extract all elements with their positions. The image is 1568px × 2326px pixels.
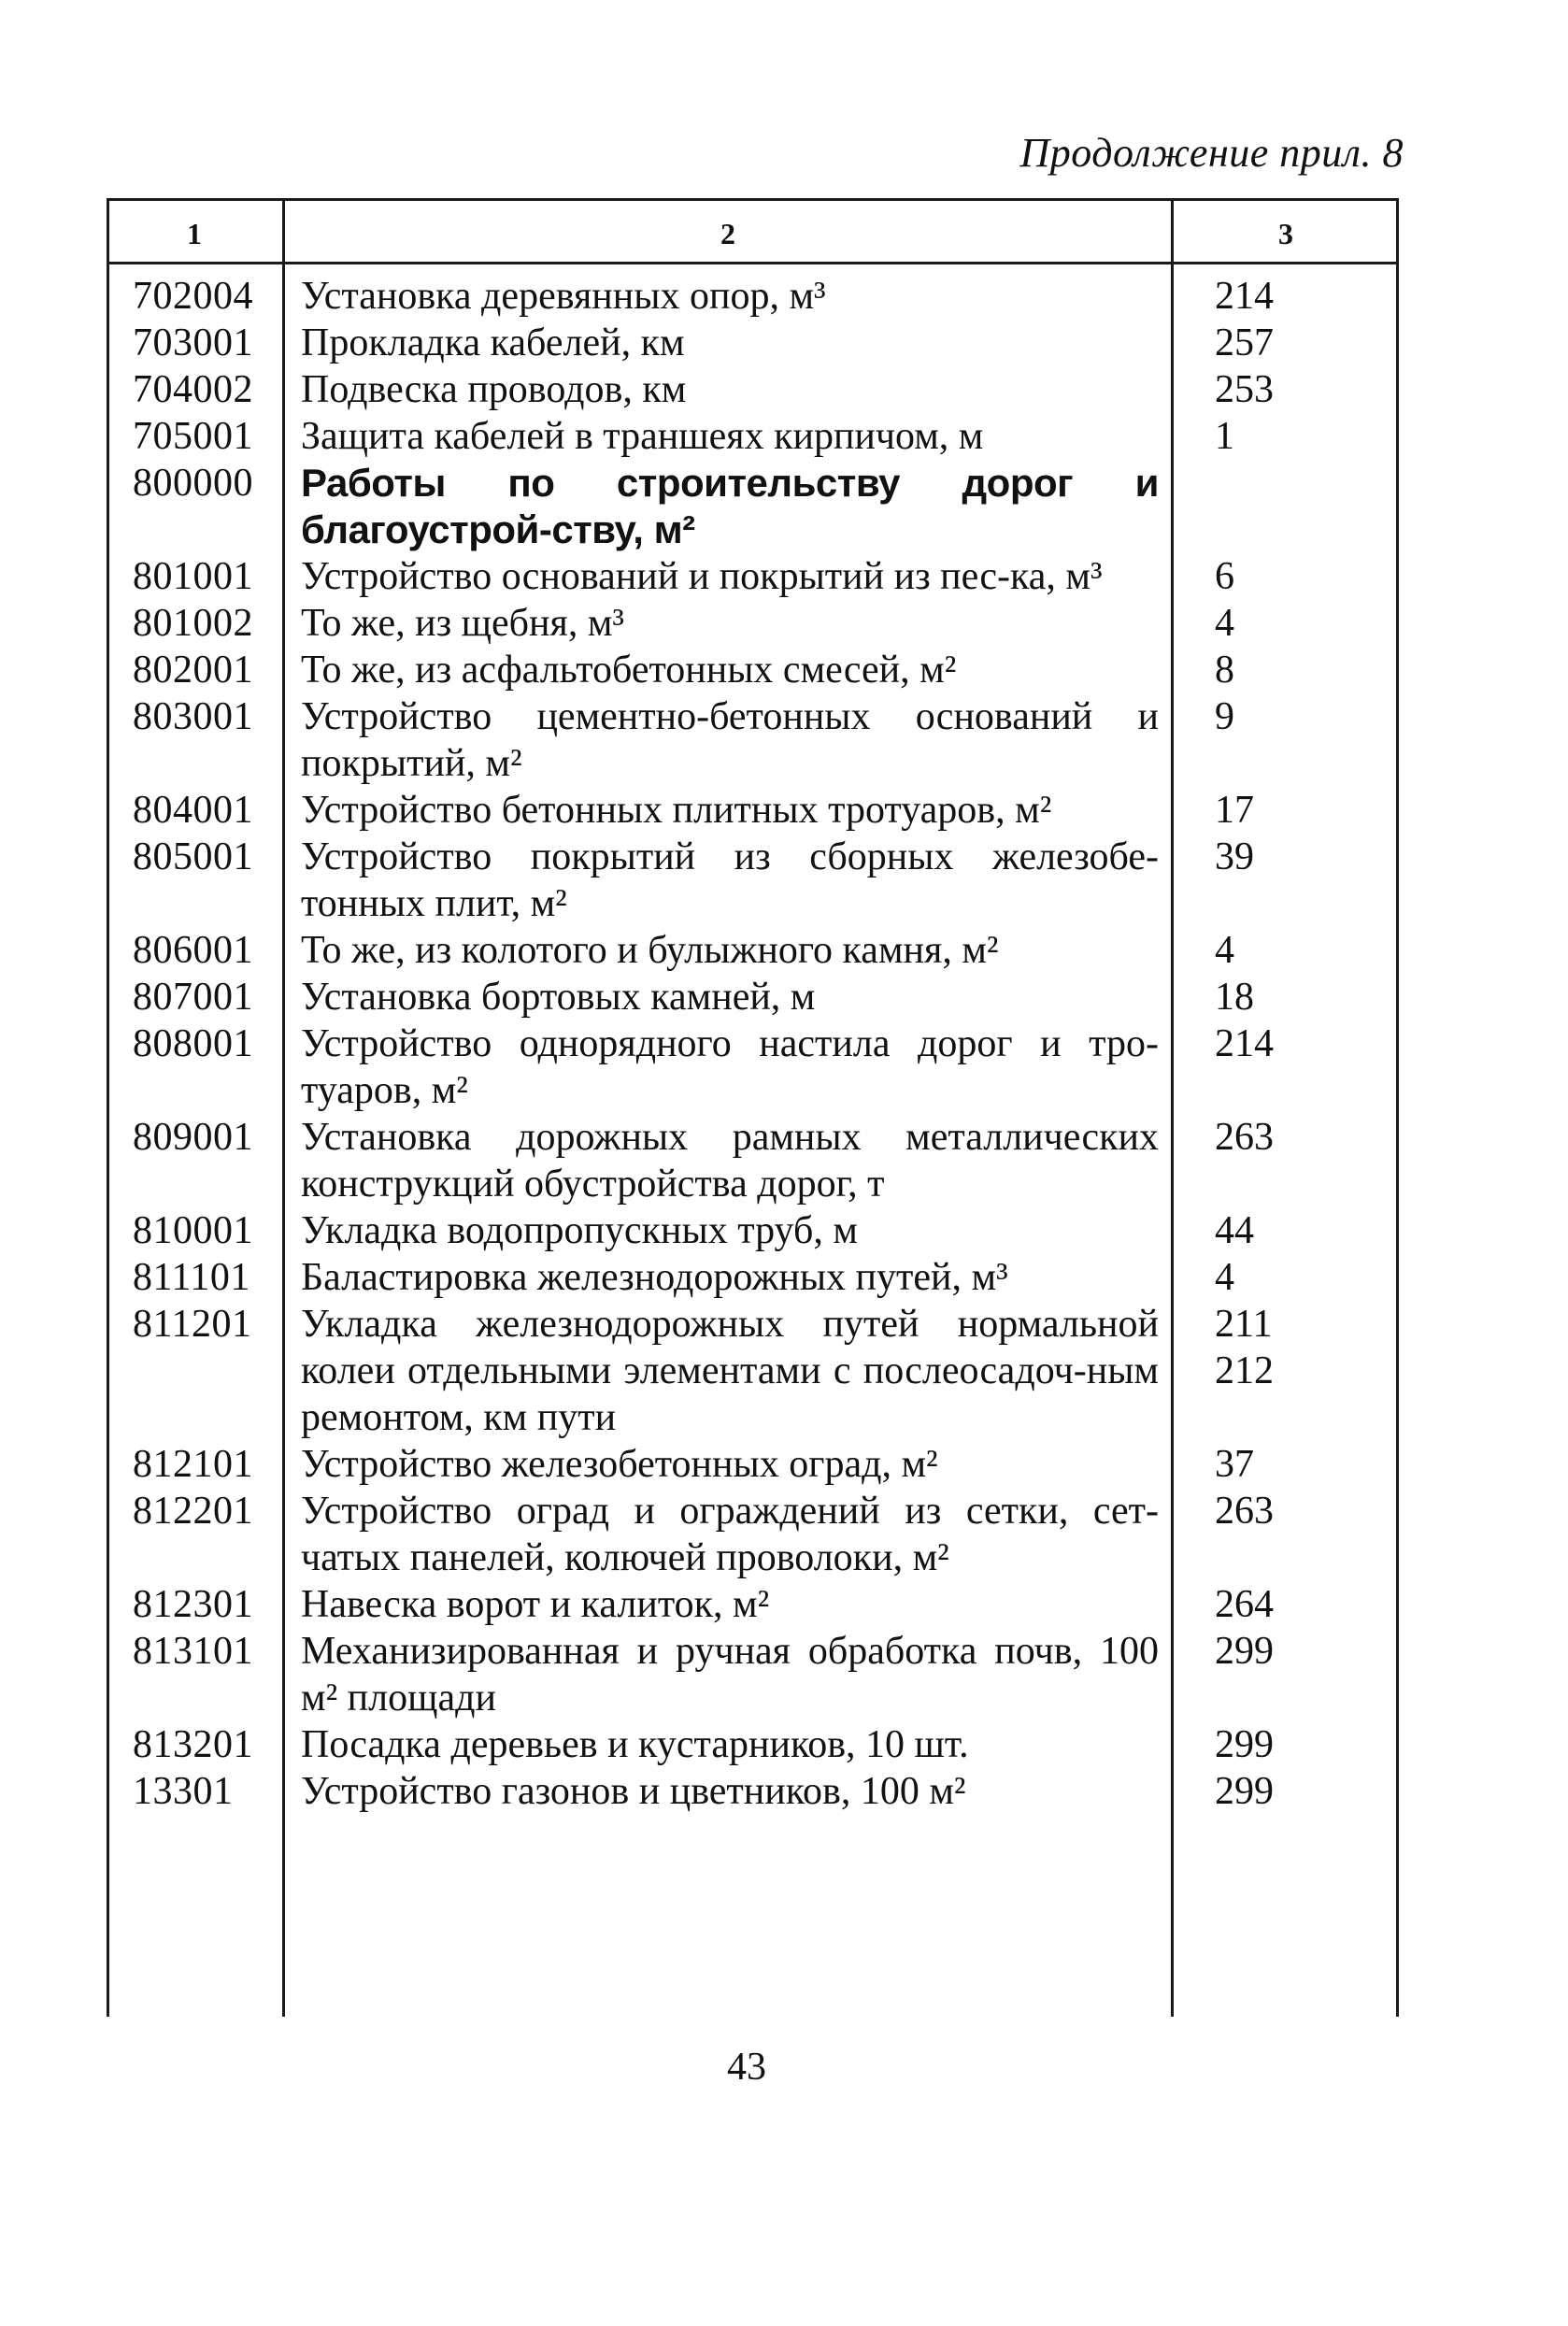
row-value: 299 (1215, 1723, 1274, 1766)
row-value: 4 (1215, 602, 1234, 645)
row-code: 705001 (133, 415, 253, 458)
row-value: 44 (1215, 1209, 1254, 1252)
row-description: Защита кабелей в траншеях кирпичом, м (301, 415, 984, 458)
row-description: Устройство газонов и цветников, 100 м² (301, 1770, 966, 1813)
row-code: 812301 (133, 1583, 253, 1626)
row-value: 37 (1215, 1443, 1254, 1486)
table-row (107, 1628, 1398, 1721)
table-row (107, 1441, 1398, 1488)
table-row (107, 553, 1398, 600)
row-code: 805001 (133, 835, 253, 878)
table-row (107, 273, 1398, 320)
row-value: 214 (1215, 275, 1274, 318)
row-value: 4 (1215, 1256, 1234, 1299)
row-code: 801001 (133, 555, 253, 598)
table-row (107, 1768, 1398, 1815)
row-code: 804001 (133, 789, 253, 832)
table-row (107, 974, 1398, 1020)
row-code: 803001 (133, 695, 253, 738)
row-value: 4 (1215, 929, 1234, 972)
row-description: Устройство цементно-бетонных оснований и покрытий, м² (301, 695, 1159, 785)
row-code: 812101 (133, 1443, 253, 1486)
table-row (107, 413, 1398, 460)
table-row (107, 1488, 1398, 1581)
row-description: Устройство однорядного настила дорог и тро-туаров, м² (301, 1022, 1159, 1112)
table-row (107, 600, 1398, 647)
row-value: 264 (1215, 1583, 1274, 1626)
page-number: 43 (727, 2046, 766, 2089)
row-description: Баластировка железнодорожных путей, м³ (301, 1256, 1008, 1299)
table-top-rule (107, 198, 1398, 201)
row-value: 211 212 (1215, 1303, 1274, 1392)
table-body (107, 273, 1398, 1815)
table-row (107, 927, 1398, 974)
column-header-2: 2 (720, 217, 735, 250)
row-description: Механизированная и ручная обработка почв, 100 м² площади (301, 1630, 1159, 1720)
row-value: 6 (1215, 555, 1234, 598)
row-value: 299 (1215, 1630, 1274, 1673)
row-code: 800000 (133, 462, 253, 505)
row-description: Устройство оснований и покрытий из пес-ка, м³ (301, 555, 1103, 598)
row-code: 811101 (133, 1256, 250, 1299)
table-row (107, 1301, 1398, 1441)
row-code: 809001 (133, 1116, 253, 1159)
row-code: 811201 (133, 1303, 252, 1346)
table-row (107, 834, 1398, 927)
row-code: 802001 (133, 649, 253, 692)
table-row (107, 647, 1398, 693)
row-description: Укладка железнодорожных путей нормальной колеи отдельными элементами с послеосадоч-ным ремонтом, км пути (301, 1303, 1159, 1439)
table-row (107, 1114, 1398, 1207)
table-row (107, 1721, 1398, 1768)
row-description: Устройство оград и ограждений из сетки, сет-чатых панелей, колючей проволоки, м² (301, 1490, 1159, 1579)
table-row (107, 320, 1398, 366)
table-row (107, 1254, 1398, 1301)
row-description: Подвеска проводов, км (301, 368, 687, 411)
row-description: Навеска ворот и калиток, м² (301, 1583, 770, 1626)
row-value: 9 (1215, 695, 1234, 738)
row-code: 808001 (133, 1022, 253, 1065)
row-value: 263 (1215, 1116, 1274, 1159)
row-value: 1 (1215, 415, 1234, 458)
row-description: Прокладка кабелей, км (301, 321, 685, 364)
row-code: 13301 (133, 1770, 234, 1813)
row-description: Установка деревянных опор, м³ (301, 275, 826, 318)
row-code: 813101 (133, 1630, 253, 1673)
column-header-3: 3 (1278, 217, 1293, 250)
row-value: 18 (1215, 976, 1254, 1019)
continuation-caption: Продолжение прил. 8 (1019, 130, 1404, 176)
row-code: 813201 (133, 1723, 253, 1766)
row-description: Устройство покрытий из сборных железобе-тонных плит, м² (301, 835, 1159, 925)
row-description: Устройство бетонных плитных тротуаров, м² (301, 789, 1052, 832)
row-value: 39 (1215, 835, 1254, 878)
row-description: То же, из щебня, м³ (301, 602, 624, 645)
row-value: 299 (1215, 1770, 1274, 1813)
row-description: Установка бортовых камней, м (301, 976, 816, 1019)
row-code: 810001 (133, 1209, 253, 1252)
row-description: Посадка деревьев и кустарников, 10 шт. (301, 1723, 969, 1766)
table-row (107, 693, 1398, 787)
row-value: 17 (1215, 789, 1254, 832)
row-value: 257 (1215, 321, 1274, 364)
row-code: 807001 (133, 976, 253, 1019)
row-description: То же, из асфальтобетонных смесей, м² (301, 649, 957, 692)
table-row (107, 460, 1398, 553)
table-row (107, 1020, 1398, 1114)
row-code: 702004 (133, 275, 253, 318)
row-description: Укладка водопропускных труб, м (301, 1209, 858, 1252)
table-row (107, 366, 1398, 413)
row-code: 703001 (133, 321, 253, 364)
row-description: Работы по строительству дорог и благоустрой-ству, м² (301, 461, 1159, 551)
row-code: 806001 (133, 929, 253, 972)
row-code: 812201 (133, 1490, 253, 1533)
table-header-bottom-rule (107, 262, 1398, 264)
row-description: Установка дорожных рамных металлических конструкций обустройства дорог, т (301, 1116, 1159, 1206)
table-row (107, 1207, 1398, 1254)
row-value: 253 (1215, 368, 1274, 411)
row-code: 704002 (133, 368, 253, 411)
row-value: 8 (1215, 649, 1234, 692)
table-row (107, 787, 1398, 834)
table-row (107, 1581, 1398, 1628)
row-value: 263 (1215, 1490, 1274, 1533)
column-header-1: 1 (187, 217, 202, 250)
row-value: 214 (1215, 1022, 1274, 1065)
row-code: 801002 (133, 602, 253, 645)
row-description: То же, из колотого и булыжного камня, м² (301, 929, 999, 972)
row-description: Устройство железобетонных оград, м² (301, 1443, 938, 1486)
